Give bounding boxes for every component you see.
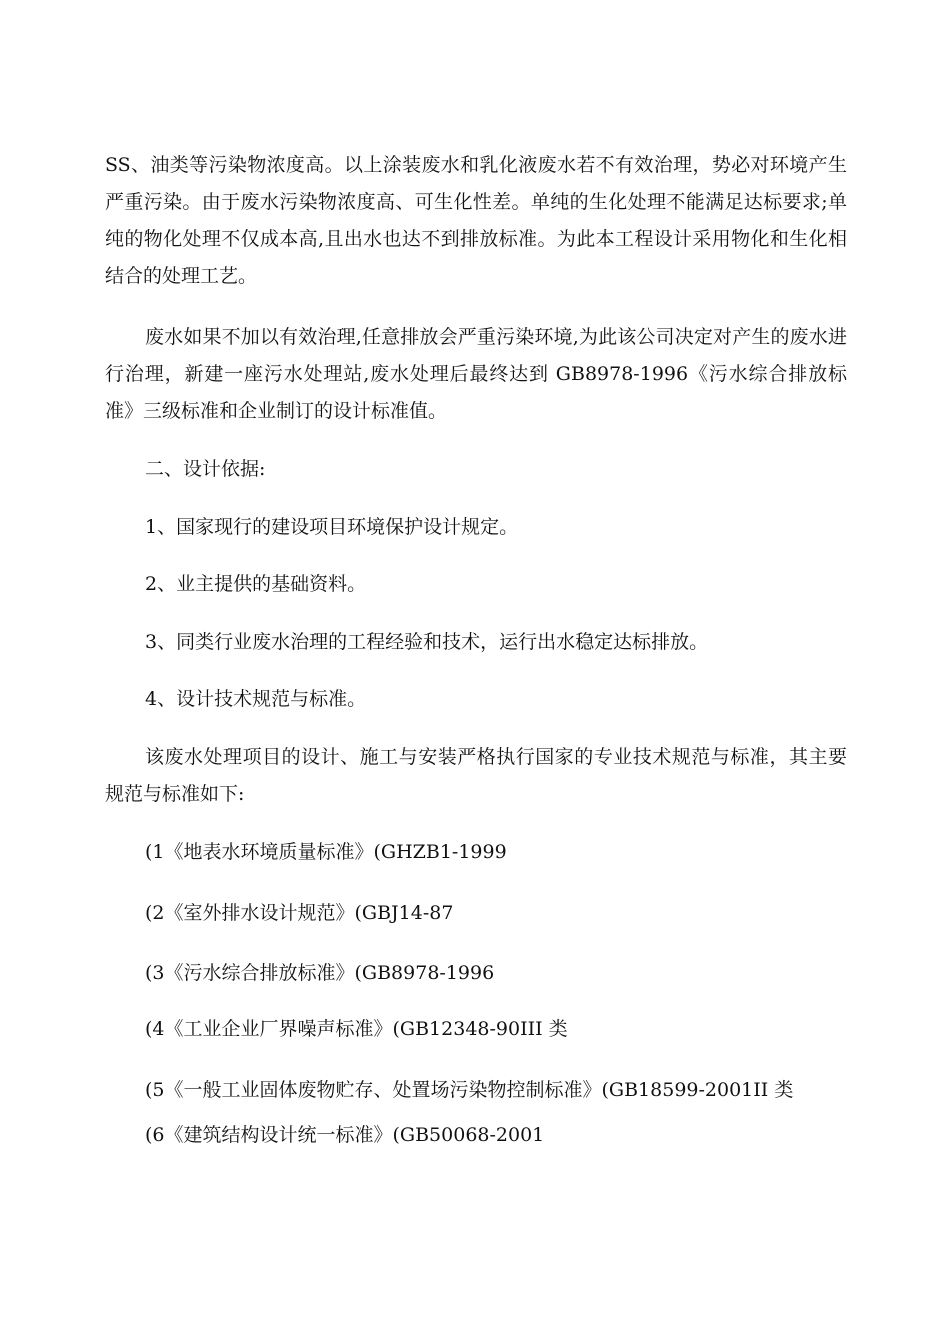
standard-item-6: (6《建筑结构设计统一标准》(GB50068-2001 — [145, 1124, 545, 1146]
basis-item-2: 2、业主提供的基础资料。 — [145, 573, 367, 595]
basis-item-4: 4、设计技术规范与标准。 — [145, 688, 367, 710]
standard-item-5: (5《一般工业固体废物贮存、处置场污染物控制标准》(GB18599-2001II 类 — [145, 1079, 794, 1101]
standard-item-1: (1《地表水环境质量标准》(GHZB1-1999 — [145, 841, 507, 863]
standard-item-4: (4《工业企业厂界噪声标准》(GB12348-90III 类 — [145, 1018, 568, 1040]
basis-item-1: 1、国家现行的建设项目环境保护设计规定。 — [145, 516, 519, 538]
paragraph-pollution-summary: SS、油类等污染物浓度高。以上涂装废水和乳化液废水若不有效治理，势必对环境产生严重污染。由于废水污染物浓度高、可生化性差。单纯的生化处理不能满足达标要求;单纯的物化处理不仅成本高,且出水也达不到排放标准。为此本工程设计采用物化和生化相结合的处理工艺。 — [105, 154, 847, 287]
standard-item-3: (3《污水综合排放标准》(GB8978-1996 — [145, 962, 495, 984]
paragraph-treatment-goal: 废水如果不加以有效治理,任意排放会严重污染环境,为此该公司决定对产生的废水进行治理，新建一座污水处理站,废水处理后最终达到 GB8978-1996《污水综合排放标准》三级标准和企业制订的设计标准值。 — [105, 326, 847, 422]
standard-item-2: (2《室外排水设计规范》(GBJ14-87 — [145, 902, 454, 924]
section-heading-design-basis: 二、设计依据: — [145, 458, 266, 480]
basis-item-3: 3、同类行业废水治理的工程经验和技术，运行出水稳定达标排放。 — [145, 631, 709, 653]
paragraph-standards-intro: 该废水处理项目的设计、施工与安装严格执行国家的专业技术规范与标准，其主要规范与标准如下: — [105, 746, 847, 805]
